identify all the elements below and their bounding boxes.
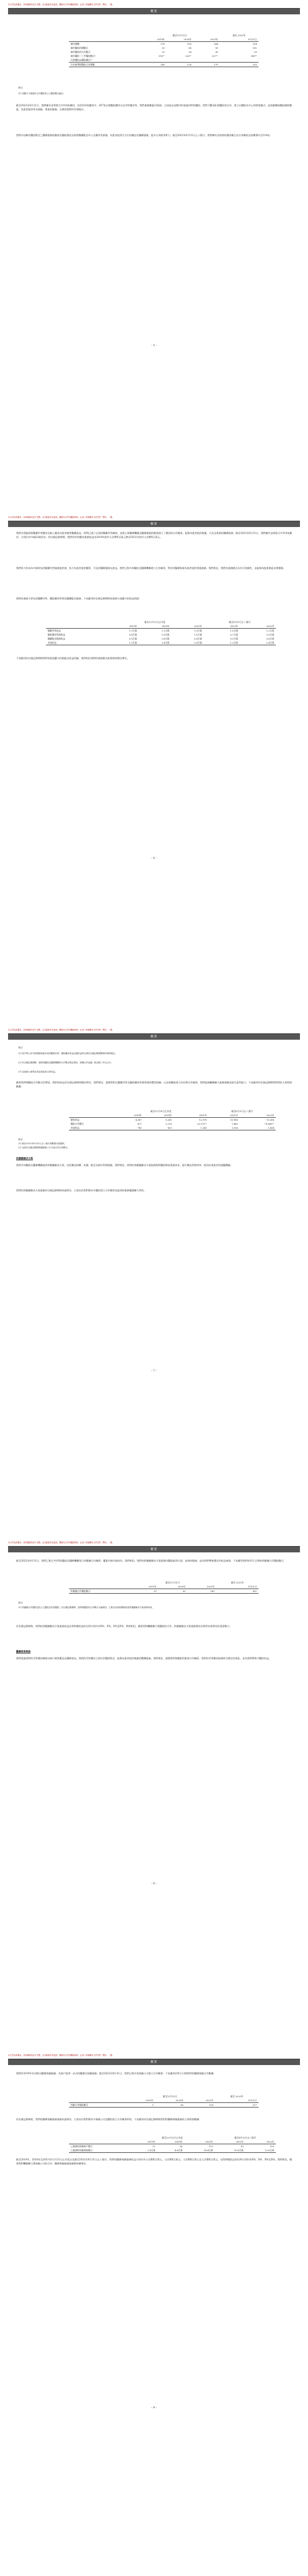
paragraph: 我們透過我們的零售藥房網絡向客戶銷售藥品及醫療產品。我們的零售藥房主要位於醫院附近，能夠為患者提供便捷的購藥服務。我們相信，憑藉我們與醫院的緊密合作關係，我們的零售藥房能夠吸引穩定的客流，並為我們帶來可觀的收益。 bbox=[16, 1657, 271, 1660]
document-page-1 bbox=[0, 0, 308, 513]
col-header: 2019年 bbox=[140, 37, 166, 42]
paragraph: 截至2022年8月31日，我們已與合共約X家醫院及醫療機構建立供應鏈合作關係，覆蓋中國多個省份。我們相信，我們的供應鏈解決方案能夠為醫院提供全面、高效的服務，並為我們帶來穩定的收益來源。下表載列我們於所示日期的供應鏈合作醫院數目： bbox=[16, 1559, 286, 1562]
note-item: 附註： bbox=[18, 1138, 25, 1141]
table-group-header: 截至12月31日止年度 bbox=[150, 1110, 172, 1113]
paragraph: 隨著我們與醫院合作數目的增加，我們的收益於往績記錄期間穩步增長。我們相信，憑藉我們在醫藥零售及醫院藥房管理領域的豐富經驗，以及與醫院建立的長期合作關係，我們能夠繼續擴大業務規模並提升盈利能力。下表載列於往績記錄期間我們的主要經營數據： bbox=[16, 1081, 292, 1088]
col-header: 2020年 bbox=[157, 2140, 184, 2144]
col-header: 2019年 bbox=[125, 2098, 155, 2103]
section-title: 概要 bbox=[150, 2060, 157, 2064]
col-header: 2021年 bbox=[174, 1113, 209, 1118]
section-header-bar bbox=[8, 1546, 300, 1552]
document-page-2 bbox=[0, 513, 308, 1025]
table-row: 醫藥零售收益 1.1百萬 1.2百萬 1.5百萬 1.0百萬 1.2百萬 bbox=[48, 629, 274, 632]
note-item: (1) 該數字乃根據有合作醫院的公立醫院數目統計。 bbox=[18, 92, 66, 95]
col-header: 8月31日 bbox=[220, 37, 259, 42]
table-group-header: 截至12月31日止年度 bbox=[144, 621, 165, 623]
table-row: 醫院藥房管理收益 0.8百萬 0.9百萬 1.1百萬 0.7百萬 0.9百萬 bbox=[48, 633, 274, 636]
note-item: (2) 包括於往績記錄期間通過線上平台產生的交易數目。 bbox=[18, 1146, 70, 1149]
table-group-header-2: 截至8月31日止八個月 bbox=[234, 2136, 256, 2139]
col-header: 8月31日 bbox=[216, 1585, 259, 1589]
paragraph: 我們於2019年年初推出醫療保險服務，為客戶提供一站式的醫療及保險服務。截至2022年8月31日，我們已與多家保險公司建立合作關係。下表載列於所示日期我們的醫療保險合作數據： bbox=[16, 2072, 216, 2075]
note-item: (2) 於往績記錄期間，我們與醫院及醫療機構的合作數目穩定增長，相關合作協議一般為期三年至五年。 bbox=[18, 1062, 113, 1064]
operating-data-table bbox=[69, 1109, 276, 1130]
col-header: 2019年 bbox=[129, 1585, 159, 1589]
col-header: 2021年 bbox=[209, 1113, 240, 1118]
paragraph: 我們亦因擁有醫院附近之醫療服務供應商及醫院開設及經營醫藥配送中心及藥房等業務，為患者提供全方位的藥品及醫療服務，提升自身競爭實力。截至2022年8月31日止八個月，我們擁有及經營的藥房數目由自身擴張及收購增長至314家。 bbox=[16, 134, 272, 137]
table-row: 其他收益 1.3百萬 1.4百萬 1.6百萬 1.2百萬 1.4百萬 bbox=[46, 641, 276, 645]
col-header: 2021年 bbox=[171, 624, 204, 629]
table-row: 供應鏈合作醫院數目 13 30 361 421 bbox=[69, 1589, 259, 1594]
col-header: 2019年 bbox=[113, 1113, 143, 1118]
insurance-hospital-table bbox=[69, 2094, 259, 2108]
paragraph: 下表載列於往績記錄期間我們按渠道劃分的銷量及收益明細，我們相信我們的業務模式能夠保持穩定增長。 bbox=[16, 657, 129, 660]
table-row: 民營醫院AI醫院數目⁽²⁾ bbox=[71, 59, 93, 61]
paragraph: 我們的供應鏈解決方案業務於往績記錄期間快速增長，主要由於我們與更多醫院建立合作關係及提供的服務範圍擴大所致。 bbox=[16, 1189, 147, 1192]
col-header: 8月31日 bbox=[215, 2098, 259, 2103]
paragraph: 我們的業務主要包括醫藥零售、醫院藥房管理及醫藥配送服務。下表載列於往績記錄期間按業務分部劃分的收益明細： bbox=[16, 597, 141, 600]
col-header: 2019年 bbox=[130, 2140, 157, 2144]
section-header-bar bbox=[8, 1033, 300, 1040]
document-page-3 bbox=[0, 1025, 308, 1538]
page-number: – 5 – bbox=[151, 344, 157, 347]
section-title: 概要 bbox=[150, 522, 157, 526]
section-title: 概要 bbox=[150, 1035, 157, 1039]
page-number: – 8 – bbox=[151, 1882, 157, 1885]
paragraph: 於往績記錄期間，我們的醫療保險服務業務快速增長，主要由於我們與更多保險公司及醫院建立合作關係所致。下表載列於往績記錄期間我們的醫療保險服務的主要經營數據： bbox=[16, 2118, 202, 2121]
section-header-bar bbox=[8, 8, 300, 14]
col-header: 2020年 bbox=[144, 1113, 174, 1118]
page-number: – 7 – bbox=[151, 1370, 157, 1373]
paragraph: 我們致力於成為中國領先的醫藥零售服務提供商，致力為患者提供優質、可及的醫療服務及產品。我們已與多家醫院及醫療機構建立合作關係，利用其醫療資源為患者提供專業服務。我們相信，我們的業務模式具有可持續性，並能夠為股東創造長期價值。 bbox=[16, 567, 286, 570]
table-group-header-2: 截至 2022年 bbox=[233, 34, 246, 37]
document-page-5 bbox=[0, 2051, 308, 2576]
table-row: 年內新增與醫院合作總數 108 128 170 205 bbox=[69, 63, 259, 67]
col-header: 2022年 bbox=[240, 624, 276, 629]
table-row: 其他收益 780 803 1,280 1,016 1,064 bbox=[69, 1126, 276, 1130]
table-row: 擁有醫院（三甲醫院數目） 195⁽¹⁾ 228⁽¹⁾ 327⁽¹⁾ 389⁽¹⁾ bbox=[71, 55, 257, 57]
section-header-bar bbox=[8, 2059, 300, 2065]
draft-warning: 本文件為草擬本，其所載資料並不完整，且可能會作出更改。閱讀本文件有關資料時，必須一併細閱本文件首頁「警告」一節。 bbox=[8, 3, 114, 6]
table-group-header: 截至12月31日 bbox=[165, 1581, 180, 1584]
draft-warning: 本文件為草擬本，其所載資料並不完整，且可能會作出更改。閱讀本文件有關資料時，必須一併細閱本文件首頁「警告」一節。 bbox=[8, 2054, 114, 2056]
section-title: 概要 bbox=[150, 10, 157, 13]
subheading: 供應鏈解決方案 bbox=[16, 1157, 33, 1160]
notes-label: 附註： bbox=[18, 87, 25, 89]
col-header: 2019年 bbox=[106, 624, 139, 629]
table-group-header: 截至12月31日 bbox=[163, 2095, 178, 2098]
paragraph: 截至2019年、2020年及2021年12月31日止年度以及截至2022年8月31日止八個月，我們的醫療保險服務收益分別約為人民幣X百萬元、人民幣X百萬元、人民幣X百萬元及人民幣X百萬元，佔我們總收益的比例分別約為X%、X%、X%及X%。我們相信，隨著我們繼續擴大與保險公司的合作，醫療保險服務業務將持續增長。 bbox=[16, 2158, 292, 2166]
draft-warning: 本文件為草擬本，其所載資料並不完整，且可能會作出更改。閱讀本文件有關資料時，必須一併細閱本文件首頁「警告」一節。 bbox=[8, 516, 114, 518]
col-header: 2021年 bbox=[185, 2098, 215, 2103]
paragraph: 截至2022年8月31日，我們擁有並管理合共314家藥房，包括314家藥房中，267家自營醫院藥房以及零售藥房等，我們業務覆蓋22個省、自治區及直轄市的超過100家醫院。我們不斷深化與醫院的合作，建立以醫院為中心的經營模式，並持續擴展醫院網絡覆蓋，為患者提供更為便捷、專業的服務，以鞏固我們的市場地位。 bbox=[16, 104, 292, 111]
note-item: (1) 截至2022年8月31日止八個月的數據未經審核。 bbox=[18, 1142, 67, 1145]
col-header: 2021年 bbox=[184, 2140, 215, 2144]
notes-label: 附註： bbox=[18, 1047, 25, 1049]
table-group-header-2: 截至8月31日止八個月 bbox=[231, 1110, 253, 1113]
col-header: 2020年 bbox=[167, 37, 193, 42]
subheading: 醫藥零售業務 bbox=[16, 1650, 31, 1653]
document-page-4 bbox=[0, 1538, 308, 2051]
note-item: (3) 包括線上銷售及其他渠道產生的收益。 bbox=[18, 1071, 57, 1073]
section-header-bar bbox=[8, 521, 300, 527]
table-row: 醫藥配送服務收益 0.5百萬 0.6百萬 0.8百萬 0.5百萬 0.6百萬 bbox=[48, 637, 274, 640]
hospital-count-table bbox=[69, 33, 259, 67]
insurance-operating-table bbox=[69, 2136, 276, 2153]
table-group-header-2: 截至 2022年 bbox=[230, 2095, 244, 2098]
table-row: 醫院合作數目 477 2,276 25,375⁽²⁾ 7,465 70,669⁽²⁾ bbox=[71, 1122, 274, 1125]
paragraph: 我們亦向醫院及醫療機構提供供應鏈解決方案，包括藥品採購、倉儲、配送及庫存管理服務。我們相信，我們的供應鏈解決方案能夠幫助醫院降低營運成本，提升藥品管理效率，從而改善患者的就醫體驗。 bbox=[16, 1164, 233, 1167]
page-number: – 6 – bbox=[151, 857, 157, 860]
col-header: 2020年 bbox=[158, 1585, 187, 1589]
note-item: (1) 按中華人民共和國國家統計局的數據計算，醫院藥房收益佔總收益的比例於往績記錄期間保持相對穩定。 bbox=[18, 1052, 117, 1055]
col-header: 2022年 bbox=[245, 2140, 276, 2144]
col-header: 2020年 bbox=[138, 624, 171, 629]
supply-chain-hospital-table bbox=[69, 1581, 259, 1594]
table-row: 擁有醫院的自有數目 23 24 30 30 bbox=[71, 51, 257, 53]
col-header: 2021年 bbox=[193, 37, 220, 42]
revenue-breakdown-table bbox=[46, 620, 276, 645]
col-header: 2021年 bbox=[187, 1585, 217, 1589]
col-header: 2022年 bbox=[240, 1113, 276, 1118]
note-item: (1) 供應鏈合作醫院包括公立醫院及民營醫院。於往績記錄期間，我們與醫院的合作數目大幅增加，主要由於我們積極拓展供應鏈解決方案業務所致。 bbox=[18, 1606, 155, 1609]
col-header: 2020年 bbox=[155, 2098, 185, 2103]
table-group-header-2: 截至 2022年 bbox=[231, 1581, 244, 1584]
draft-warning: 本文件為草擬本，其所載資料並不完整，且可能會作出更改。閱讀本文件有關資料時，必須一併細閱本文件首頁「警告」一節。 bbox=[8, 1029, 114, 1031]
paragraph: 我們亦透過經營醫藥零售藥房及線上藥房向患者銷售醫藥產品。我們已建立全面的醫藥零售網絡，並與主要醫療機構及醫療服務供應商建立了穩固的合作關係，能夠為患者提供便捷、可及及專業的醫療服務。截至2022年8月31日，我們擁有並經營合共314家藥房，分別位於中國22個省份。於往績記錄期間，我們的零售藥房業務收益由2019年的約人民幣X百萬元增至2021年的約人民幣X百萬元。 bbox=[16, 532, 292, 539]
col-header: 2021年 bbox=[203, 624, 240, 629]
table-row: 保險合作醫院數目 3 56 159 217 bbox=[69, 2103, 259, 2108]
page-number: – 9 – bbox=[151, 2407, 157, 2410]
col-header: 2021年 bbox=[215, 2140, 245, 2144]
table-group-header: 截至12月31日止年度 bbox=[161, 2136, 183, 2139]
table-row: 藥房收益 8,367 9,241 12,976 10,968 15,566 bbox=[71, 1118, 274, 1121]
table-row: 擁有醫院的總數目 59 68 99 101 bbox=[71, 47, 257, 49]
table-group-header-2: 截至8月31日止八個月 bbox=[229, 621, 251, 623]
table-row: 擁有總數 176 199 264 314 bbox=[71, 42, 257, 45]
table-group-header: 截至12月31日 bbox=[172, 34, 187, 37]
paragraph: 於往績記錄期間，我們的供應鏈解決方案業務收益佔我們總收益的比例分別約為X%、X%、X%及X%。我們相信，隨著我們繼續擴大與醫院的合作，供應鏈解決方案業務將成為我們未來增長的重要動力。 bbox=[16, 1625, 232, 1628]
table-row: 已處理的保險理賠數目 2.4百萬 4.6百萬 14.4百萬 10.8百萬 12.6百萬 bbox=[69, 2148, 276, 2153]
draft-warning: 本文件為草擬本，其所載資料並不完整，且可能會作出更改。閱讀本文件有關資料時，必須一併細閱本文件首頁「警告」一節。 bbox=[8, 1541, 114, 1544]
note-item: 附註： bbox=[18, 1602, 25, 1604]
section-title: 概要 bbox=[150, 1548, 157, 1551]
table-row: 已服務的保險客戶數目 12 56 113 95 159 bbox=[71, 2145, 274, 2148]
